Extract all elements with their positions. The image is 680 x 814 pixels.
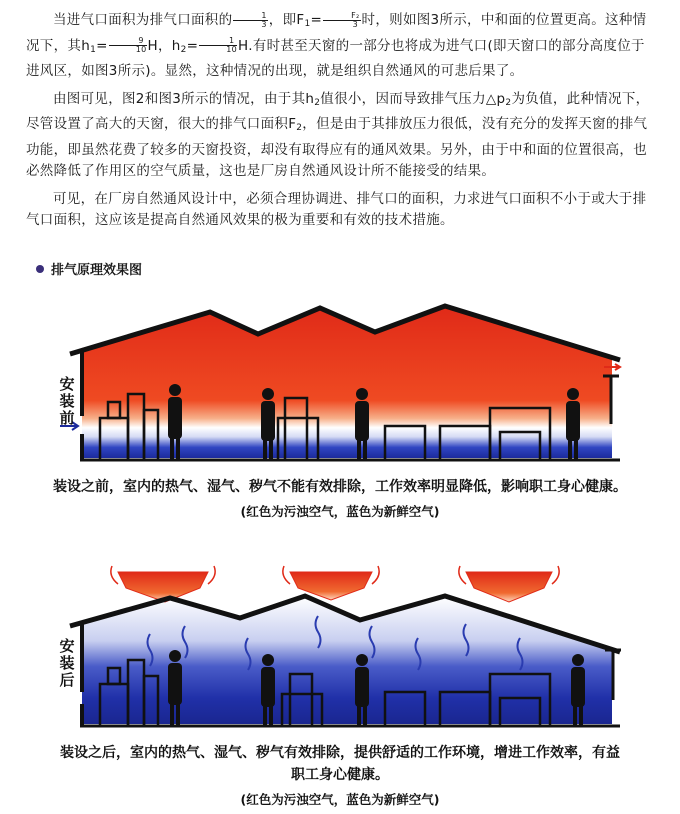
fraction-f2-third: $\frac{\text{F₂}}{3}$ [323,12,360,29]
after-illustration [0,554,680,734]
fraction-one-tenth: $\frac{1}{10}$ [199,37,237,54]
after-caption [0,742,680,786]
after-legend-note: (红色为污浊空气，蓝色为新鲜空气) [240,792,440,807]
section-heading [36,259,142,278]
bullet-icon [36,265,44,273]
paragraph-2: 由图可见，图2和图3所示的情况，由于其$h_2$值很小，因而导致排气压力$\triangle p_2$为负值，此种情况下，尽管设置了高大的天窗，很大的排气口面积$F_2$，但是由于其排放压力很低，没有充分的发挥天窗的排气功能，即虽然花费了较多的天窗投资，却没有取得应有的通风效果。另外，由于中和面的位置很高，也必然降低了作用区的空气质量，这也是厂房自然通风设计所不能接受的结果。 [26,90,650,179]
before-caption: 装设之前，室内的热气、湿气、秽气不能有效排除，工作效率明显降低，影响职工身心健康。 [53,479,627,495]
fraction-nine-tenths: $\frac{9}{10}$ [109,37,147,54]
p1-text-a: 当进气口面积为排气口面积的 [53,12,233,28]
section-title: 排气原理效果图 [51,263,143,278]
before-side-label: 安 装 前 [59,375,75,427]
paragraph-1: 当进气口面积为排气口面积的 $\frac{1}{3}$ ，即$F_1=$ $\frac{\text{F₂}}{3}$ 时，则如图3所示，中和面的位置更高。这种情况下，其$h_1=$ $\frac{9}{10}$ H，$h_2=$ $\frac{1}{10}$ H.有时甚至天窗的一部分也将成为进气口(即天窗口的部分高度位于进风区，如图3所示)。显然，这种情况的出现，就是组织自然通风的可悲后果了。 [26,10,647,79]
fraction-one-third: $\frac{1}{3}$ [233,12,267,29]
paragraph-3: 可见，在厂房自然通风设计中，必须合理协调进、排气口的面积，力求进气口面积不小于或大于排气口面积，这应该是提高自然通风效果的极为重要和有效的技术措施。 [26,190,647,228]
after-caption-line-1: 装设之后，室内的热气、湿气、秽气有效排除，提供舒适的工作环境，增进工作效率，有益 [60,745,620,761]
after-caption-line-2: 职工身心健康。 [291,767,389,783]
article-text [26,10,658,238]
after-exhaust-hoods [118,572,552,602]
before-legend-note: (红色为污浊空气，蓝色为新鲜空气) [240,504,440,519]
before-diagram [0,298,680,468]
before-illustration [0,298,680,468]
after-side-label: 安 装 后 [59,637,75,689]
after-diagram [0,554,680,734]
